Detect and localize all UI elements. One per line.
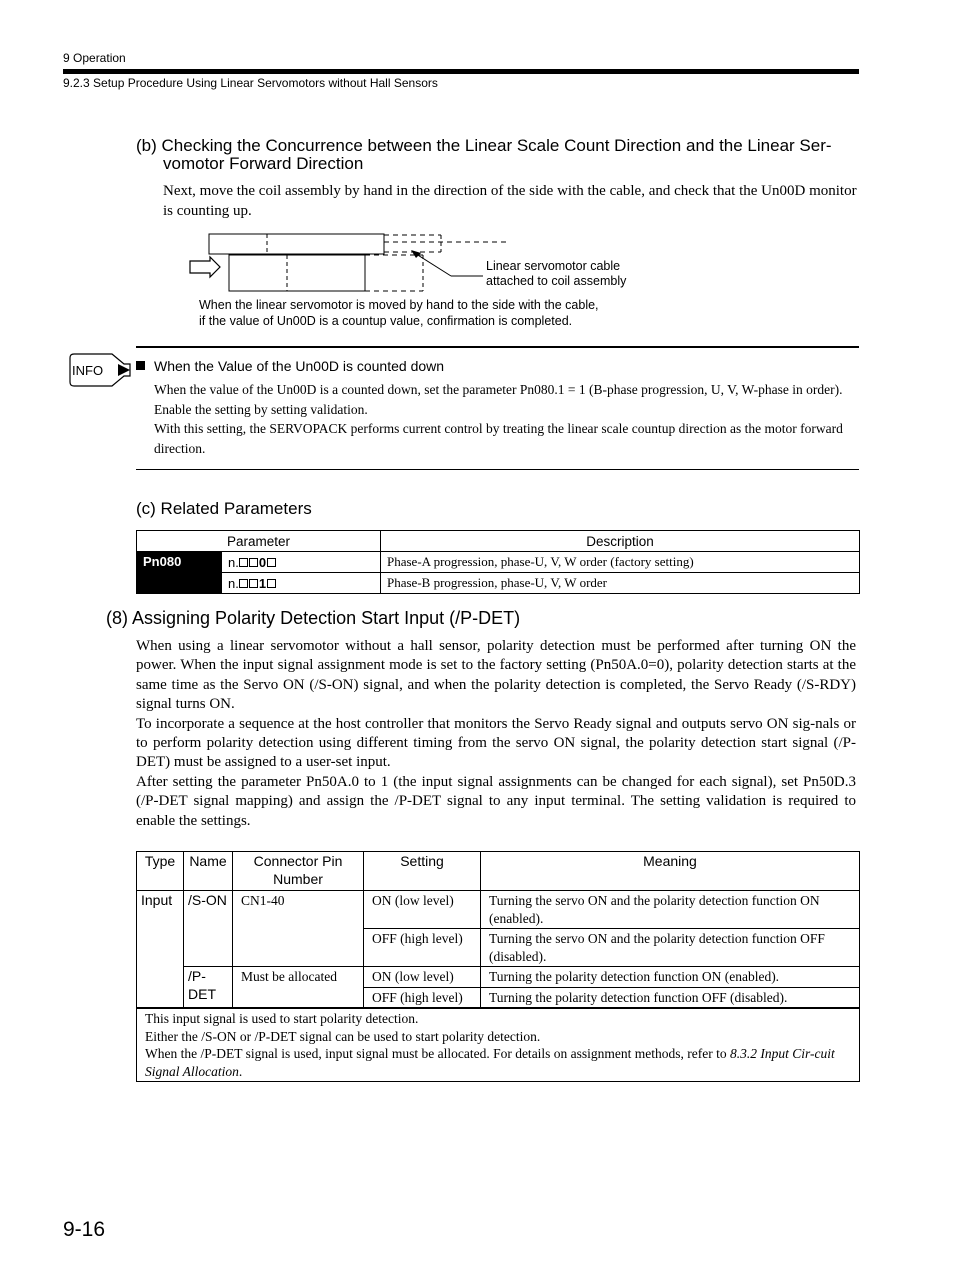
col-parameter: Parameter xyxy=(137,531,381,552)
table-notes: This input signal is used to start polarity detection. Either the /S-ON or /P-DET signal can be used to start polarity detection. When the /P-DET signal is used, input signal must be allocated. For details on assignment methods, refer to 8.3.2 Input Cir-cuit Signal Allocation. xyxy=(137,1008,860,1082)
section-8-p2: To incorporate a sequence at the host controller that monitors the Servo Ready signal and outputs servo ON sig-nals or to perform polarity detection using different timing from the servo ON signal, the polarity detection start signal (/P-DET) must be assigned to a user-set input. xyxy=(136,715,856,771)
section-c-heading: (c) Related Parameters xyxy=(136,499,312,518)
cell-pdet-name: /P-DET xyxy=(184,967,233,1009)
col-setting: Setting xyxy=(364,852,481,891)
section-8-body xyxy=(136,637,856,831)
table-row xyxy=(137,552,860,573)
cross-reference: 8.3.2 Input Cir-cuit Signal Allocation xyxy=(145,1046,835,1079)
header-chapter: 9 Operation xyxy=(63,51,126,65)
col-description: Description xyxy=(381,531,860,552)
param-pn080: Pn080 xyxy=(137,552,222,594)
section-8-heading: (8) Assigning Polarity Detection Start Input (/P-DET) xyxy=(106,608,521,628)
section-b-paragraph: Next, move the coil assembly by hand in the direction of the side with the cable, and check that the Un00D monitor is counting up. xyxy=(163,183,857,219)
coil-assembly-box xyxy=(229,255,365,291)
cable-pointer-icon xyxy=(411,250,421,258)
page-number: 9-16 xyxy=(63,1218,106,1241)
cell-pdet-off-setting: OFF (high level) xyxy=(364,987,481,1008)
cell-son-pin: CN1-40 xyxy=(233,891,364,967)
cell-pdet-on-setting: ON (low level) xyxy=(364,967,481,988)
pdet-signal-table xyxy=(136,851,860,1082)
info-bottom-rule xyxy=(136,469,859,470)
col-name: Name xyxy=(184,852,233,891)
info-icon xyxy=(68,352,132,388)
section-b-heading xyxy=(136,137,862,173)
cell-son-on-meaning: Turning the servo ON and the polarity detection function ON (enabled). xyxy=(481,891,860,929)
info-top-rule xyxy=(136,346,859,348)
figure-caption: When the linear servomotor is moved by hand to the side with the cable, if the value of Un00D is a countup value, confirmation is completed. xyxy=(199,298,599,328)
param-value-0: n. 0 xyxy=(222,552,381,573)
related-parameters-table xyxy=(136,530,860,594)
col-meaning: Meaning xyxy=(481,852,860,891)
param-value-1: n. 1 xyxy=(222,573,381,594)
table-header-row xyxy=(137,852,860,891)
cell-pdet-on-meaning: Turning the polarity detection function ON (enabled). xyxy=(481,967,860,988)
col-pin: Connector Pin Number xyxy=(233,852,364,891)
param-desc-0: Phase-A progression, phase-U, V, W order (factory setting) xyxy=(381,552,860,573)
figure-cable-label: Linear servomotor cable attached to coil assembly xyxy=(486,259,627,288)
table-note-row xyxy=(137,1008,860,1082)
param-desc-1: Phase-B progression, phase-U, V, W order xyxy=(381,573,860,594)
bullet-square-icon xyxy=(136,361,145,370)
cell-son-off-meaning: Turning the servo ON and the polarity detection function OFF (disabled). xyxy=(481,929,860,967)
move-direction-arrow-icon xyxy=(190,257,220,277)
info-title: When the Value of the Un00D is counted down xyxy=(136,358,444,374)
info-icon-label: INFO xyxy=(72,363,104,378)
cell-son-on-setting: ON (low level) xyxy=(364,891,481,929)
table-row xyxy=(137,573,860,594)
cell-pdet-off-meaning: Turning the polarity detection function OFF (disabled). xyxy=(481,987,860,1008)
cell-type: Input xyxy=(137,891,184,1009)
section-8-p1: When using a linear servomotor without a hall sensor, polarity detection must be performed after turning ON the power. When the input signal assignment mode is set to the factory setting (Pn50A.0=0), polarity detection starts at the same time as the Servo ON (/S-ON) signal, and when the polarity detection is completed, the Servo Ready (/S-RDY) signal turns ON. xyxy=(136,638,856,713)
section-b-title: Checking the Concurrence between the Linear Scale Count Direction and the Linear Ser-vomotor Forward Direction xyxy=(161,136,832,173)
info-body: When the value of the Un00D is a counted down, set the parameter Pn080.1 = 1 (B-phase progression, U, V, W-phase in order). Enable the setting by setting validation. With this setting, the SERVOPACK performs current control by treating the linear scale countup direction as the motor forward direction. xyxy=(154,382,843,456)
section-b-label: (b) xyxy=(136,136,157,155)
header-section: 9.2.3 Setup Procedure Using Linear Servomotors without Hall Sensors xyxy=(63,76,438,90)
table-row xyxy=(137,967,860,988)
header-rule xyxy=(63,69,859,74)
section-8-p3: After setting the parameter Pn50A.0 to 1 (the input signal assignments can be changed for each signal), set Pn50D.3 (/P-DET signal mapping) and assign the /P-DET signal to any input terminal. The setting validation is required to enable the settings. xyxy=(136,773,856,829)
cell-son-name: /S-ON xyxy=(184,891,233,967)
table-row xyxy=(137,891,860,929)
col-type: Type xyxy=(137,852,184,891)
linear-scale-bar xyxy=(209,234,384,254)
cell-pdet-pin: Must be allocated xyxy=(233,967,364,1009)
cell-son-off-setting: OFF (high level) xyxy=(364,929,481,967)
